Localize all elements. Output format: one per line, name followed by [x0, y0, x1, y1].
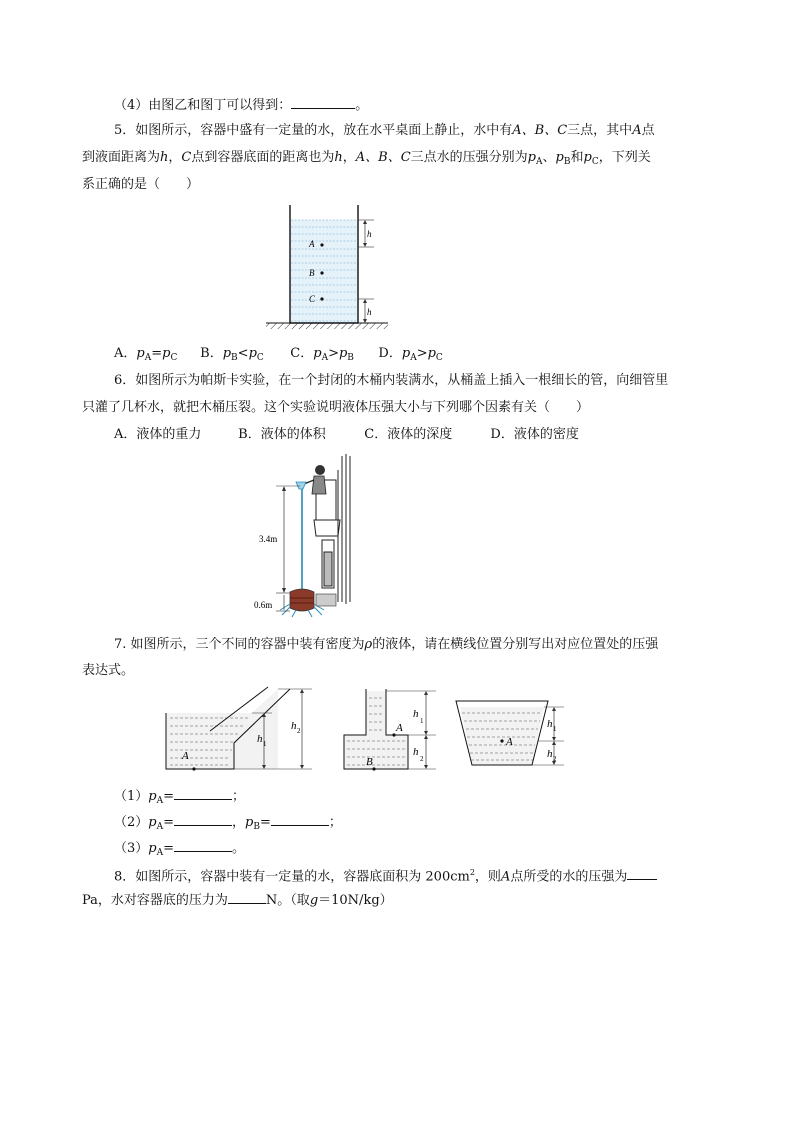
c2-point-b-label: B	[366, 756, 373, 768]
svg-text:2: 2	[553, 755, 557, 763]
q8-line-2: Pa，水对容器底的压力为 N。（取g＝10N/kg）	[82, 890, 393, 910]
q5-option-b[interactable]: B．$p_B<p_C$	[200, 346, 264, 363]
q7-answer-1-blank[interactable]	[174, 786, 232, 800]
point-b	[320, 271, 323, 274]
svg-text:h: h	[291, 720, 297, 732]
water-body	[290, 220, 358, 323]
c2-point-b	[372, 767, 375, 770]
svg-text:h: h	[257, 733, 263, 745]
table-hatching	[266, 323, 388, 329]
q7-answer-2b-blank[interactable]	[271, 812, 329, 826]
c1-point-a	[192, 767, 195, 770]
q6-option-c[interactable]: C．液体的深度	[364, 427, 453, 442]
c2-point-a	[392, 733, 395, 736]
q7-answer-2: $(2)p_A=$ ，$p_B=$ ；	[114, 812, 342, 832]
svg-text:1: 1	[553, 725, 557, 733]
svg-text:2: 2	[297, 727, 301, 735]
point-b-label: B	[309, 268, 315, 278]
svg-text:1: 1	[263, 740, 267, 748]
svg-text:2: 2	[420, 755, 424, 763]
q5-option-a[interactable]: A．$p_A=p_C$	[114, 346, 178, 363]
q6-option-d[interactable]: D．液体的密度	[490, 427, 579, 442]
label-0-6m: 0.6m	[254, 600, 273, 610]
stones	[316, 594, 336, 606]
q4-answer-blank[interactable]	[291, 95, 355, 109]
q7-answer-2a-blank[interactable]	[174, 812, 232, 826]
c3-point-a-label: A	[506, 736, 513, 748]
c2-point-a-label: A	[396, 722, 403, 734]
container-2	[344, 689, 436, 771]
q7-answer-1: $(1)p_A=$ ；	[114, 786, 245, 806]
q5-line-1: 5．如图所示，容器中盛有一定量的水，放在水平桌面上静止，水中有A、B、C三点，其中A点	[114, 123, 655, 138]
q5-line-3: 系正确的是（ ）	[82, 177, 200, 192]
q5-container-figure	[262, 203, 392, 333]
c1-point-a-label: A	[182, 750, 189, 762]
q6-option-a[interactable]: A．液体的重力	[114, 427, 202, 442]
q8-force-blank[interactable]	[228, 890, 266, 904]
q7-answer-3: $(3)p_A=$ 。	[114, 838, 245, 858]
svg-text:h: h	[547, 718, 553, 730]
q6-pascal-barrel-figure	[250, 452, 360, 620]
svg-text:h: h	[547, 748, 553, 760]
point-a-label: A	[309, 239, 315, 249]
q8-line-1: 8．如图所示，容器中装有一定量的水，容器底面积为 $200cm^2$，则A点所受的水的压强为	[114, 864, 657, 886]
q4-text: （4）由图乙和图丁可以得到：	[114, 98, 292, 113]
label-h-top: h	[367, 229, 372, 239]
q7-line-1: 7. 如图所示，三个不同的容器中装有密度为ρ的液体，请在横线位置分别写出对应位置处的压强	[114, 637, 659, 652]
point-c-label: C	[309, 294, 316, 304]
label-h-bottom: h	[367, 307, 372, 317]
container-3	[456, 701, 564, 765]
q7-answer-3-blank[interactable]	[174, 838, 232, 852]
q5-option-d[interactable]: D．$p_A>p_C$	[378, 346, 443, 363]
q8-pressure-blank[interactable]	[627, 866, 657, 880]
point-a	[320, 243, 323, 246]
q5-options	[114, 345, 443, 363]
svg-text:h: h	[413, 708, 419, 720]
q7-containers-figure	[160, 685, 580, 777]
q7-line-2: 表达式。	[82, 663, 135, 678]
person-pouring	[304, 465, 326, 494]
point-c	[320, 297, 323, 300]
q5-line-2: 到液面距离为h，C点到容器底面的距离也为h，A、B、C三点水的压强分别为$p_A$、$p_B$和$p_C$，下列关	[82, 150, 651, 167]
q6-line-1: 6．如图所示为帕斯卡实验，在一个封闭的木桶内装满水，从桶盖上插入一根细长的管，向细管里	[114, 373, 669, 388]
q4-end: 。	[355, 98, 369, 113]
funnel	[296, 482, 306, 489]
q6-option-b[interactable]: B．液体的体积	[238, 427, 326, 442]
q5-option-c[interactable]: C．$p_A>p_B$	[290, 346, 354, 363]
barrel	[290, 589, 314, 611]
c3-point-a	[500, 739, 503, 742]
q4-line	[114, 95, 368, 115]
q6-line-2: 只灌了几杯水，就把木桶压裂。这个实验说明液体压强大小与下列哪个因素有关（ ）	[82, 400, 590, 415]
svg-text:h: h	[413, 746, 419, 758]
container-1	[166, 687, 312, 771]
svg-text:1: 1	[420, 717, 424, 725]
q6-options	[114, 426, 579, 444]
label-3-4m: 3.4m	[259, 534, 278, 544]
